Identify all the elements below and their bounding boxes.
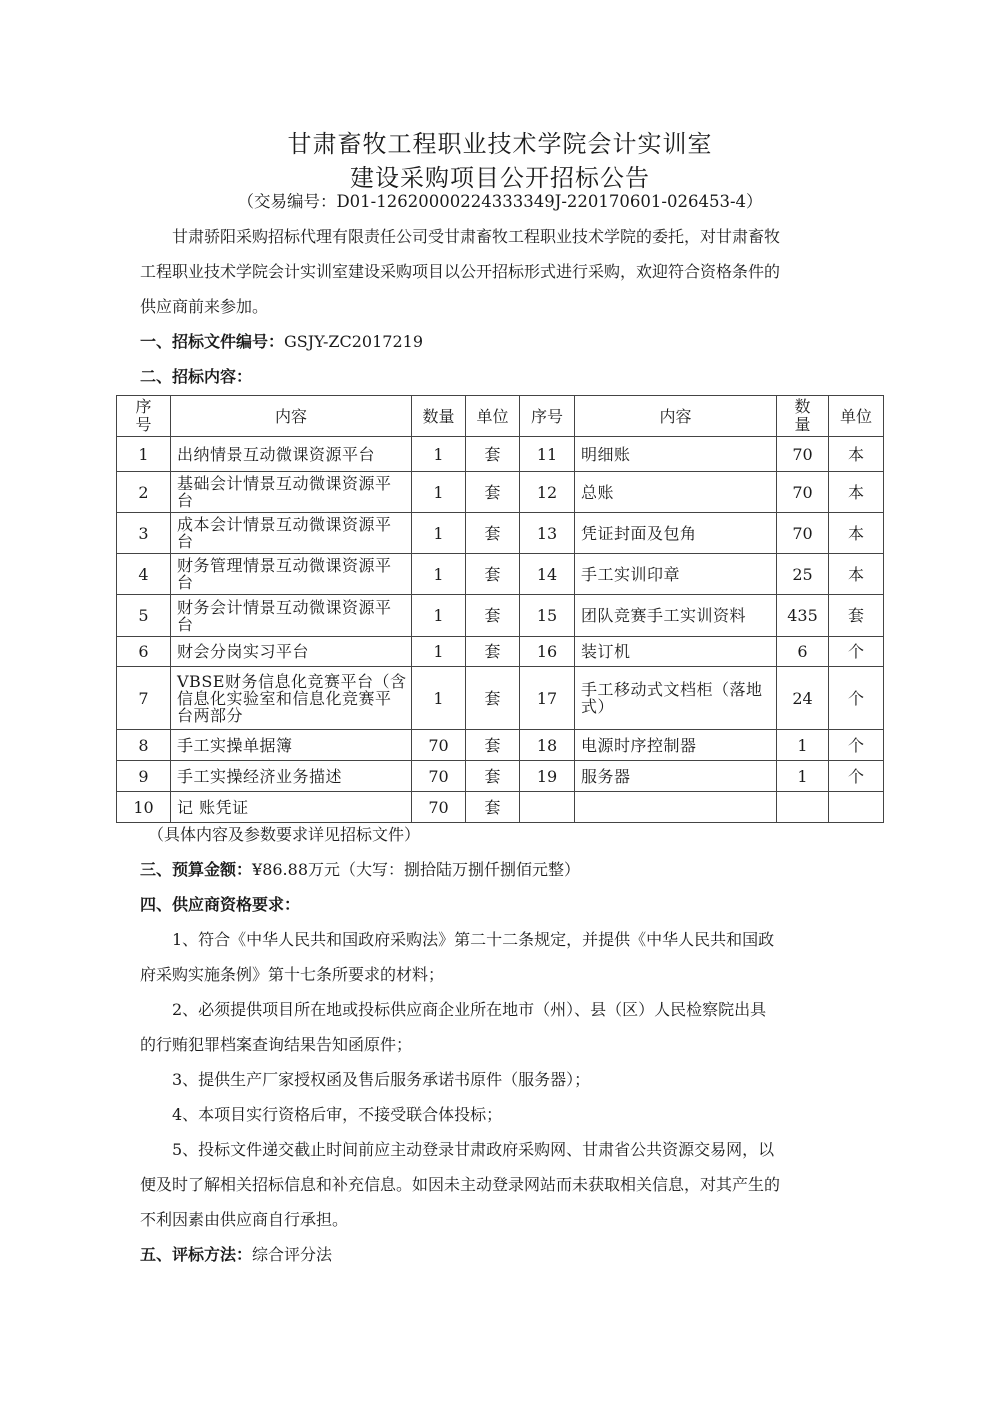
table-row <box>117 437 884 472</box>
row-content: 出纳情景互动微课资源平台 <box>171 437 412 472</box>
row-no-2: 16 <box>520 637 575 667</box>
row-no-2: 14 <box>520 554 575 595</box>
row-qty: 1 <box>412 667 466 730</box>
title-line-1: 甘肃畜牧工程职业技术学院会计实训室 <box>287 130 713 158</box>
row-unit: 套 <box>466 761 520 792</box>
row-unit-2: 个 <box>829 730 884 761</box>
row-qty: 1 <box>412 513 466 554</box>
requirement-2-line-1: 2、必须提供项目所在地或投标供应商企业所在地市（州）、县（区）人民检察院出具 <box>172 1000 767 1019</box>
budget-amount: ¥86.88万元（大写：捌拾陆万捌仟捌佰元整） <box>252 860 581 879</box>
row-qty-2 <box>777 792 829 823</box>
row-unit-2: 个 <box>829 761 884 792</box>
section-4-heading: 四、供应商资格要求： <box>140 895 301 914</box>
row-content: 成本会计情景互动微课资源平台 <box>171 513 412 554</box>
row-no-2: 13 <box>520 513 575 554</box>
row-content-2: 凭证封面及包角 <box>575 513 777 554</box>
requirement-3: 3、提供生产厂家授权函及售后服务承诺书原件（服务器）； <box>172 1070 591 1089</box>
row-no-2: 11 <box>520 437 575 472</box>
section-3 <box>140 857 860 880</box>
requirement-5-line-3: 不利因素由供应商自行承担。 <box>140 1210 349 1229</box>
row-unit: 套 <box>466 437 520 472</box>
row-unit-2: 个 <box>829 667 884 730</box>
row-unit: 套 <box>466 730 520 761</box>
section-2-heading: 二、招标内容： <box>140 367 253 386</box>
evaluation-method: 综合评分法 <box>252 1245 333 1264</box>
row-content: 基础会计情景互动微课资源平台 <box>171 472 412 513</box>
row-qty: 70 <box>412 730 466 761</box>
row-unit-2: 本 <box>829 554 884 595</box>
requirement-4: 4、本项目实行资格后审，不接受联合体投标； <box>172 1105 503 1124</box>
row-qty: 70 <box>412 761 466 792</box>
table-note: （具体内容及参数要求详见招标文件） <box>148 825 421 844</box>
row-qty-2: 70 <box>777 437 829 472</box>
table-row <box>117 595 884 637</box>
row-qty-2: 1 <box>777 730 829 761</box>
row-no: 10 <box>117 792 171 823</box>
header-no-2: 序号 <box>520 396 575 437</box>
section-1-heading: 一、招标文件编号： <box>140 332 285 351</box>
row-qty: 1 <box>412 472 466 513</box>
row-qty-2: 24 <box>777 667 829 730</box>
row-content-2: 电源时序控制器 <box>575 730 777 761</box>
row-no: 3 <box>117 513 171 554</box>
bid-document-number: GSJY-ZC2017219 <box>284 332 423 351</box>
requirement-2-line-2: 的行贿犯罪档案查询结果告知函原件； <box>140 1035 413 1054</box>
row-unit-2: 个 <box>829 637 884 667</box>
row-content: 财务会计情景互动微课资源平台 <box>171 595 412 637</box>
table-header-row <box>117 396 884 437</box>
row-no-2: 18 <box>520 730 575 761</box>
table-row <box>117 513 884 554</box>
header-unit: 单位 <box>466 396 520 437</box>
row-content-2: 装订机 <box>575 637 777 667</box>
table-row <box>117 792 884 823</box>
row-content: VBSE财务信息化竞赛平台（含信息化实验室和信息化竞赛平台两部分 <box>171 667 412 730</box>
requirement-5-line-2: 便及时了解相关招标信息和补充信息。如因未主动登录网站而未获取相关信息，对其产生的 <box>140 1175 781 1194</box>
row-unit-2 <box>829 792 884 823</box>
table-row <box>117 472 884 513</box>
row-unit: 套 <box>466 554 520 595</box>
row-content: 财务管理情景互动微课资源平台 <box>171 554 412 595</box>
row-content-2: 团队竞赛手工实训资料 <box>575 595 777 637</box>
row-content-2: 总账 <box>575 472 777 513</box>
row-qty: 1 <box>412 637 466 667</box>
section-3-heading: 三、预算金额： <box>140 860 253 879</box>
table-row <box>117 761 884 792</box>
intro-line-3: 供应商前来参加。 <box>140 297 269 316</box>
row-no-2: 19 <box>520 761 575 792</box>
row-content: 手工实操单据簿 <box>171 730 412 761</box>
row-no-2: 15 <box>520 595 575 637</box>
section-5 <box>140 1242 860 1265</box>
table-row <box>117 730 884 761</box>
row-qty-2: 435 <box>777 595 829 637</box>
row-unit-2: 本 <box>829 472 884 513</box>
row-qty-2: 1 <box>777 761 829 792</box>
requirement-5-line-1: 5、投标文件递交截止时间前应主动登录甘肃政府采购网、甘肃省公共资源交易网，以 <box>172 1140 775 1159</box>
row-qty-2: 70 <box>777 472 829 513</box>
header-qty-2: 数量 <box>777 396 829 437</box>
row-unit: 套 <box>466 667 520 730</box>
header-unit-2: 单位 <box>829 396 884 437</box>
header-content: 内容 <box>171 396 412 437</box>
transaction-code: （交易编号：D01-12620000224333349J-220170601-026453-4） <box>237 192 763 211</box>
title-line-2: 建设采购项目公开招标公告 <box>350 164 650 192</box>
row-unit: 套 <box>466 513 520 554</box>
table-row <box>117 554 884 595</box>
row-unit-2: 本 <box>829 437 884 472</box>
row-unit-2: 套 <box>829 595 884 637</box>
row-content-2: 明细账 <box>575 437 777 472</box>
row-unit: 套 <box>466 595 520 637</box>
row-unit: 套 <box>466 637 520 667</box>
row-no: 1 <box>117 437 171 472</box>
row-content: 手工实操经济业务描述 <box>171 761 412 792</box>
row-content-2: 手工移动式文档柜（落地式） <box>575 667 777 730</box>
row-unit-2: 本 <box>829 513 884 554</box>
section-5-heading: 五、评标方法： <box>140 1245 253 1264</box>
row-content-2 <box>575 792 777 823</box>
row-content-2: 手工实训印章 <box>575 554 777 595</box>
row-no: 6 <box>117 637 171 667</box>
row-qty-2: 6 <box>777 637 829 667</box>
row-qty: 70 <box>412 792 466 823</box>
row-no: 5 <box>117 595 171 637</box>
header-content-2: 内容 <box>575 396 777 437</box>
table-row <box>117 667 884 730</box>
section-1 <box>140 329 860 352</box>
row-unit: 套 <box>466 792 520 823</box>
row-qty-2: 25 <box>777 554 829 595</box>
row-no: 2 <box>117 472 171 513</box>
intro-line-2: 工程职业技术学院会计实训室建设采购项目以公开招标形式进行采购，欢迎符合资格条件的 <box>140 262 781 281</box>
requirement-1-line-2: 府采购实施条例》第十七条所要求的材料； <box>140 965 445 984</box>
row-content: 记 账凭证 <box>171 792 412 823</box>
row-no-2: 12 <box>520 472 575 513</box>
row-qty: 1 <box>412 437 466 472</box>
row-no: 4 <box>117 554 171 595</box>
intro-line-1: 甘肃骄阳采购招标代理有限责任公司受甘肃畜牧工程职业技术学院的委托，对甘肃畜牧 <box>172 227 781 246</box>
row-qty-2: 70 <box>777 513 829 554</box>
header-qty: 数量 <box>412 396 466 437</box>
row-qty: 1 <box>412 595 466 637</box>
header-no: 序号 <box>117 396 171 437</box>
row-no: 7 <box>117 667 171 730</box>
row-no-2 <box>520 792 575 823</box>
items-table <box>116 395 884 823</box>
row-no: 9 <box>117 761 171 792</box>
row-unit: 套 <box>466 472 520 513</box>
row-content: 财会分岗实习平台 <box>171 637 412 667</box>
table-row <box>117 637 884 667</box>
row-content-2: 服务器 <box>575 761 777 792</box>
requirement-1-line-1: 1、符合《中华人民共和国政府采购法》第二十二条规定，并提供《中华人民共和国政 <box>172 930 775 949</box>
row-no: 8 <box>117 730 171 761</box>
row-qty: 1 <box>412 554 466 595</box>
row-no-2: 17 <box>520 667 575 730</box>
